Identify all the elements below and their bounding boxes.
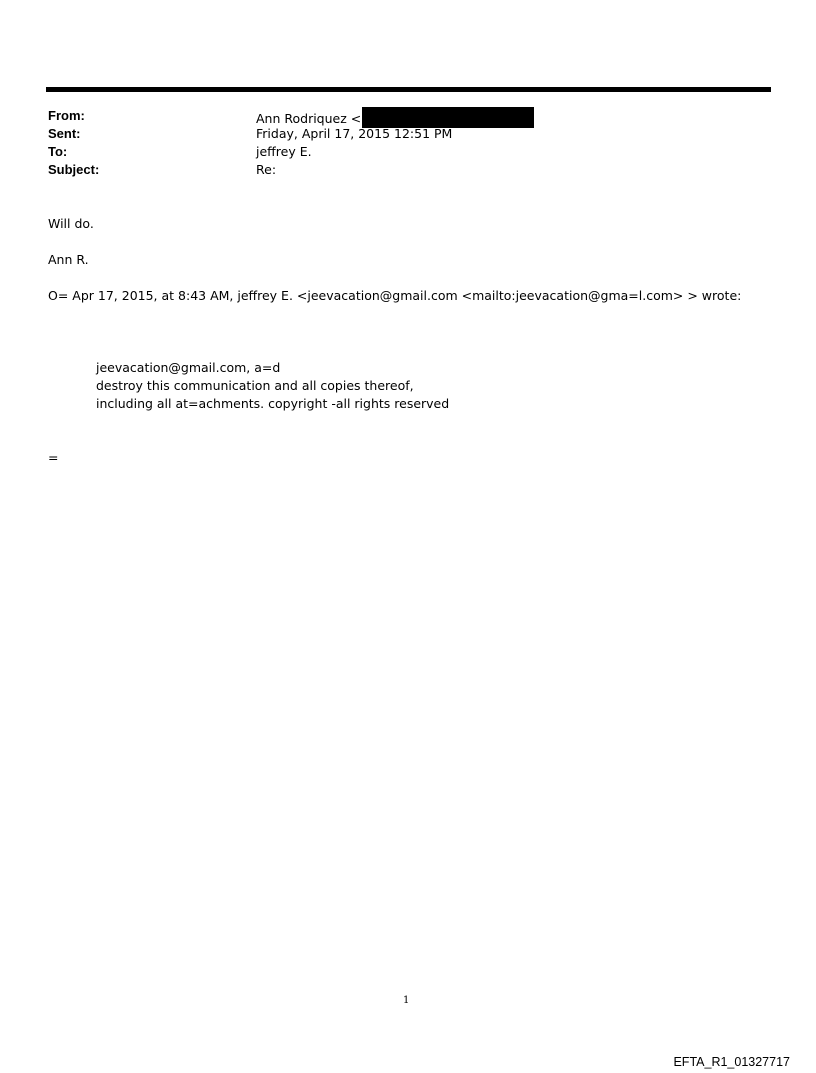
subject-row (48, 161, 748, 179)
from-name: Ann Rodriquez < (256, 111, 362, 126)
to-value: jeffrey E. (256, 144, 312, 159)
trailing-char: = (48, 450, 59, 465)
signature: Ann R. (48, 252, 89, 267)
sent-row (48, 125, 748, 143)
quoted-line: destroy this communication and all copies thereof, (96, 378, 414, 393)
quoted-line: jeevacation@gmail.com, a=d (96, 360, 281, 375)
sent-value: Friday, April 17, 2015 12:51 PM (256, 126, 453, 141)
document-id: EFTA_R1_01327717 (673, 1055, 790, 1069)
quoted-text (96, 359, 449, 413)
subject-value: Re: (256, 162, 277, 177)
from-label: From: (48, 108, 85, 123)
to-row (48, 143, 748, 161)
subject-label: Subject: (48, 162, 100, 177)
body-line: Will do. (48, 216, 94, 231)
email-header (48, 107, 748, 179)
quote-header: O= Apr 17, 2015, at 8:43 AM, jeffrey E. <jeevacation@gmail.com <mailto:jeevacation@gma=l.com> > wrote: (48, 288, 742, 303)
page-number: 1 (403, 995, 410, 1006)
quoted-line: including all at=achments. copyright -all rights reserved (96, 396, 450, 411)
from-row (48, 107, 748, 125)
sent-label: Sent: (48, 126, 81, 141)
header-rule (46, 87, 771, 92)
to-label: To: (48, 144, 68, 159)
